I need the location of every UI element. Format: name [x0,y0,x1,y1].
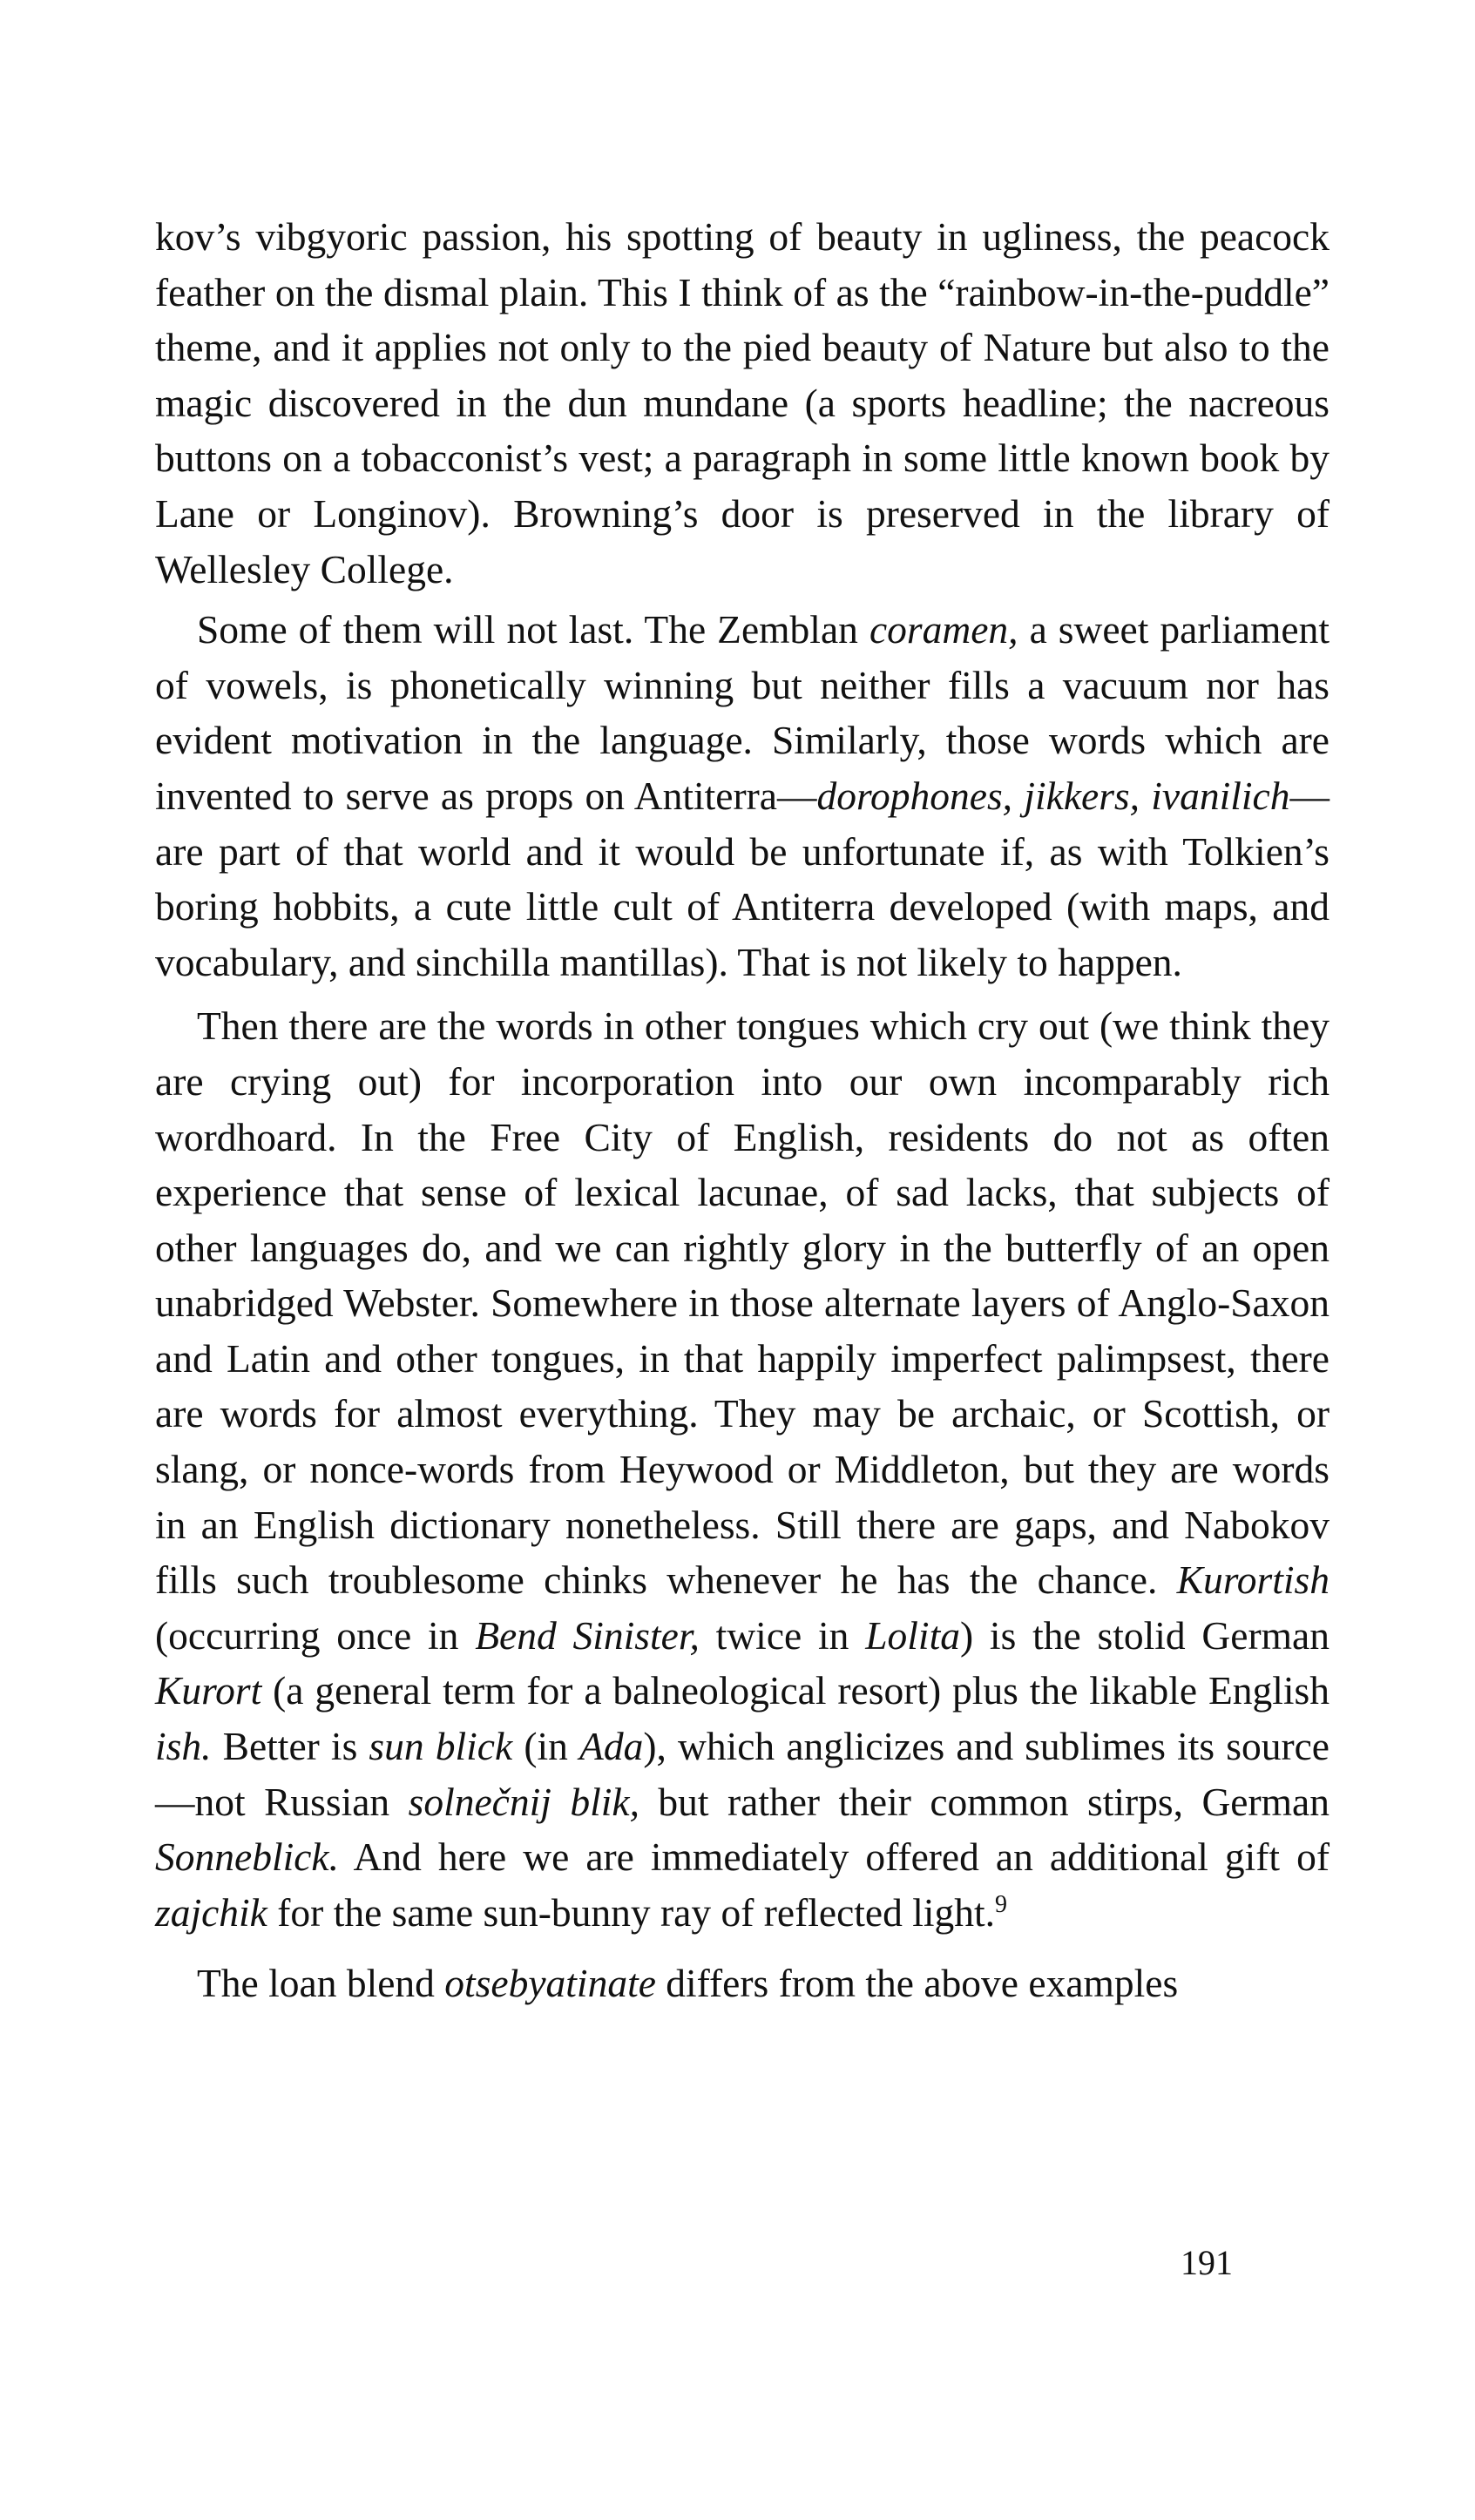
italic-term: Lolita [865,1612,960,1658]
italic-term: Sonneblick. [155,1834,339,1880]
italic-term: Kurortish [1176,1557,1330,1603]
text-segment: Better is [211,1724,369,1769]
footnote-marker[interactable]: 9 [995,1890,1008,1918]
paragraph-zemblan-words [155,602,1330,990]
paragraph-loan-blend [155,1956,1330,2011]
book-page [155,209,1330,2017]
italic-term: sun blick [369,1724,513,1769]
italic-term: Ada [579,1724,644,1769]
page-number: 191 [1181,2243,1233,2282]
text-segment: ) is the stolid German [959,1612,1330,1658]
text-segment: (occurring once in [155,1612,476,1658]
italic-term: solnečnij blik, [408,1779,639,1824]
text-segment: And here we are immediately offered an additional gift of [339,1834,1330,1880]
text-segment: —are part of that world and it would be unfortunate if, as with Tolkien’s boring hobbits, a cute little cult of Antiterra developed (with maps, and vocabulary, and sinchilla mantillas). That is not likely to happen. [155,773,1330,984]
text-segment: kov’s vibgyoric passion, his spotting of beauty in ugliness, the peacock feather on the dismal plain. This I think of as the “rainbow-in-the-puddle” theme, and it applies not only to the pied beauty of Nature but also to the magic discovered in the dun mundane (a sports headline; the nacreous buttons on a tobacconist’s vest; a paragraph in some little known book by Lane or Longinov). Browning’s door is preserved in the library of Wellesley College. [155,214,1330,591]
text-segment: but rather their common stirps, German [639,1779,1330,1824]
text-segment: The loan blend [197,1961,445,2006]
text-segment: Some of them will not last. The Zemblan [197,607,869,652]
text-segment: ), which anglicizes and sublimes its source—not Russian [155,1724,1330,1824]
italic-term: Bend Sinister, [475,1612,700,1658]
italic-term: dorophones, jikkers, ivanilich [816,773,1290,818]
paragraph-rainbow-theme [155,209,1330,597]
paragraph-loan-words [155,998,1330,1940]
text-segment: a sweet parliament of vowels, is phonetically winning but neither fills a vacuum nor has evident motivation in the language. Similarly, those words which are invented to serve as props on Antiterra— [155,607,1330,818]
text-segment: (in [512,1724,580,1769]
italic-term: ish. [155,1724,212,1769]
italic-term: Kurort [155,1668,262,1713]
italic-term: coramen, [869,607,1018,652]
text-segment: twice in [699,1612,866,1658]
text-segment: Then there are the words in other tongues which cry out (we think they are crying out) for incorporation into our own incomparably rich wordhoard. In the Free City of English, residents do not as often experience that sense of lexical lacunae, of sad lacks, that subjects of other languages do, and we can rightly glory in the butterfly of an open unabridged Webster. Somewhere in those alternate layers of Anglo-Saxon and Latin and other tongues, in that happily imperfect palimpsest, there are words for almost everything. They may be archaic, or Scottish, or slang, or nonce-words from Heywood or Middleton, but they are words in an English dictionary nonetheless. Still there are gaps, and Nabokov fills such troublesome chinks whenever he has the chance. [155,1003,1330,1603]
italic-term: otsebyatinate [444,1961,656,2006]
text-segment: (a general term for a balneological resort) plus the likable English [261,1668,1330,1713]
text-segment: differs from the above examples [655,1961,1179,2006]
text-segment: for the same sun-bunny ray of reflected light. [267,1889,996,1935]
italic-term: zajchik [155,1889,267,1935]
